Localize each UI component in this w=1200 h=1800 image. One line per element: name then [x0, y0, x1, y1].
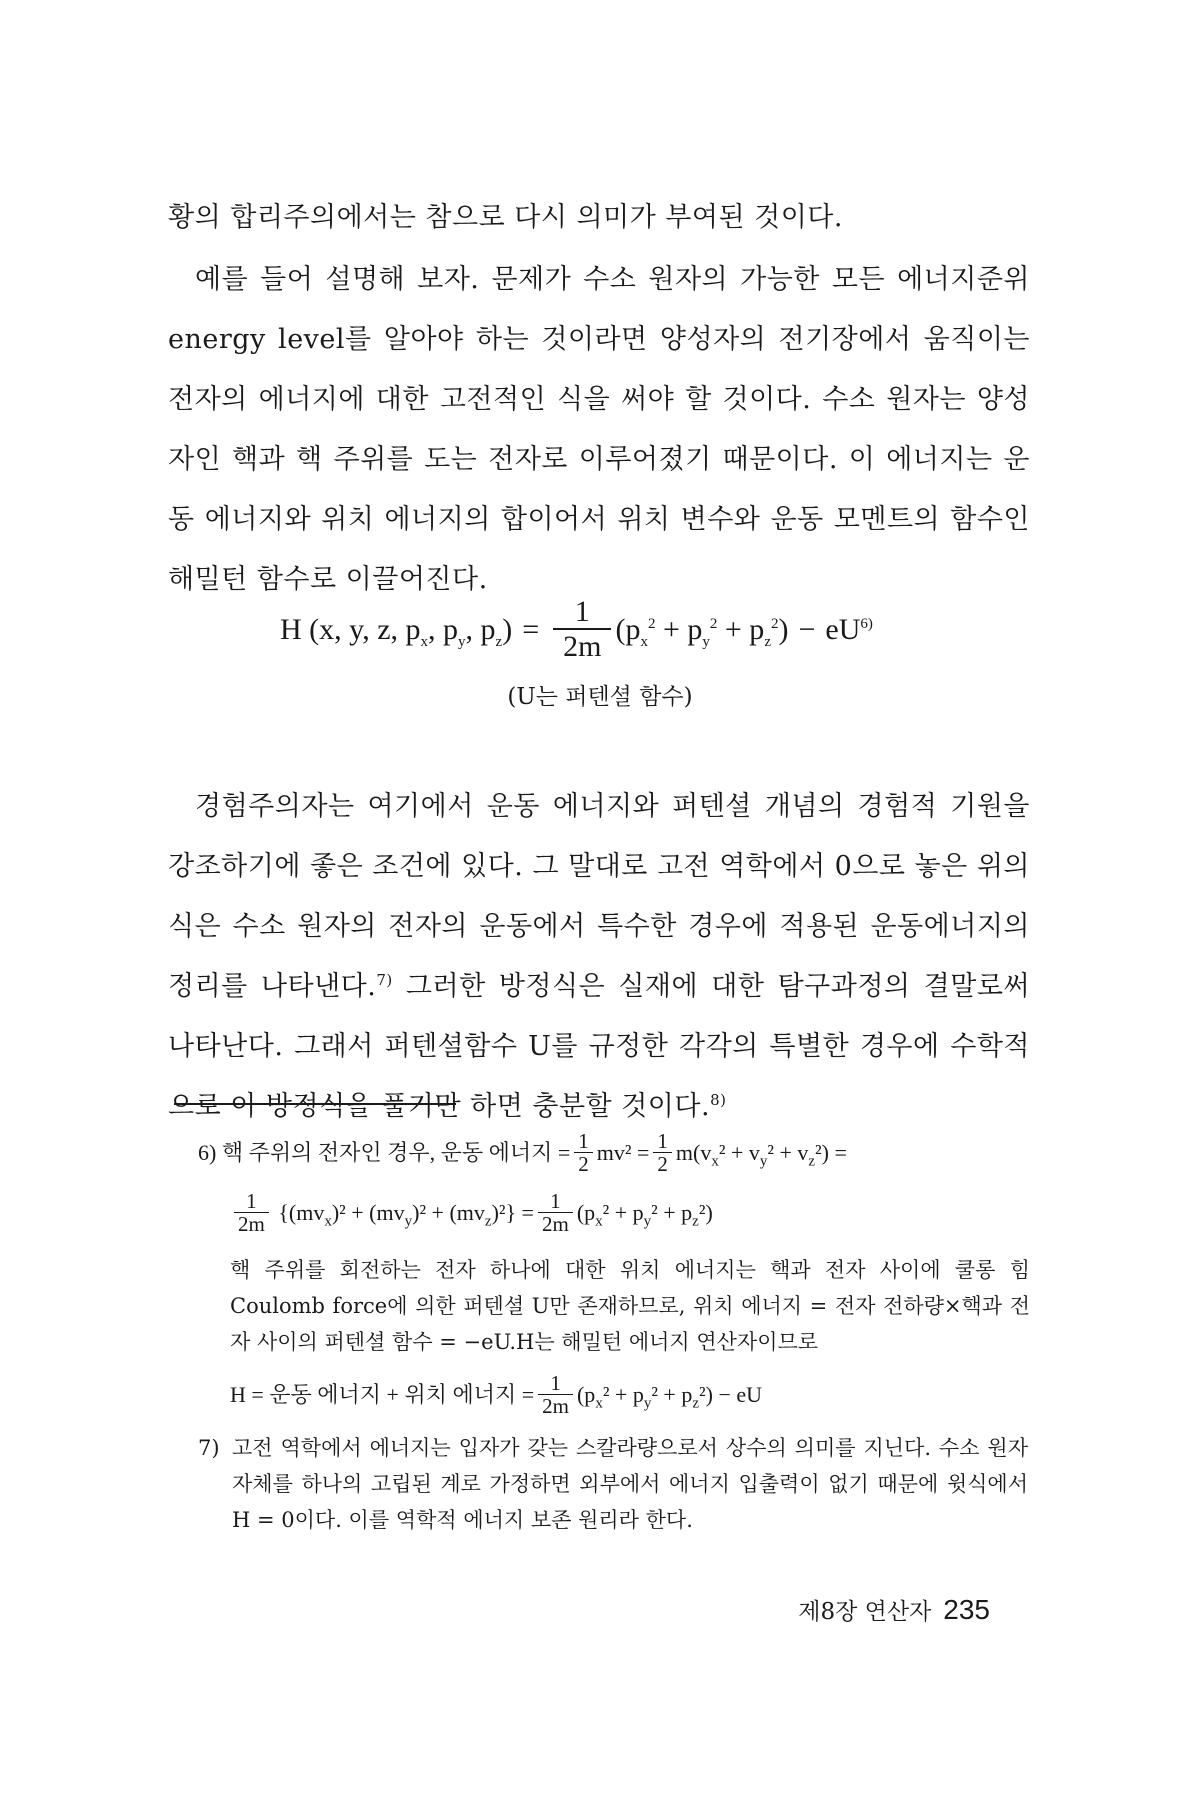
- footnote-6-line-2: $\frac{1}{2m}$ $\{(mv_x)^2 + (mv_y)^2 + (mv_z)^2\}$ = $\frac{1}{2m}$ $(p_x^2 + p_y^2 + p_z^2)$: [230, 1190, 1060, 1235]
- eq-lhs: H (x, y, z, $p_x$, $p_y$, $p_z$): [280, 613, 513, 650]
- footnote-divider: [174, 1103, 456, 1105]
- footnote-6-line-1: 6) 핵 주위의 전자인 경우, 운동 에너지 = $\frac{1}{2}$ mv² = $\frac{1}{2}$ $m(v_x^2 + v_y^2 + v_z^2)$ =: [198, 1129, 847, 1177]
- half-fraction-1: $\frac{1}{2}$: [574, 1130, 593, 1175]
- paragraph-2: 예를 들어 설명해 보자. 문제가 수소 원자의 가능한 모든 에너지준위 energy level를 알아야 하는 것이라면 양성자의 전기장에서 움직이는 전자의 에너지에 대한 고전적인 식을 써야 할 것이다. 수소 원자는 양성자인 핵과 핵 주위를 도는 전자로 이루어졌기 때문이다. 이 에너지는 운동 에너지와 위치 에너지의 합이어서 위치 변수와 운동 모멘트의 함수인 해밀턴 함수로 이끌어진다.: [168, 264, 1030, 595]
- footnote-7-number: 7): [198, 1436, 220, 1460]
- footnote-7-text: 고전 역학에서 에너지는 입자가 갖는 스칼라량으로서 상수의 의미를 지닌다. 수소 원자 자체를 하나의 고립된 계로 가정하면 외부에서 에너지 입출력이 없기 때문에 윗식에서 H = 0이다. 이를 역학적 에너지 보존 원리라 한다.: [232, 1436, 1028, 1532]
- footnote-ref-7[interactable]: 7): [376, 971, 393, 989]
- hamiltonian-equation: [280, 590, 873, 670]
- eq-momentum-sum: $(p_x^2 + p_y^2 + p_z^2)$: [615, 613, 789, 650]
- page-number: 235: [943, 1594, 990, 1625]
- paragraph-3: 경험주의자는 여기에서 운동 에너지와 퍼텐셜 개념의 경험적 기원을 강조하기에 좋은 조건에 있다. 그 말대로 고전 역학에서 0으로 놓은 위의 식은 수소 원자의 전자의 운동에서 특수한 경우에 적용된 운동에너지의 정리를 나타낸다.$^{7)}$ 그러한 방정식은 실재에 대한 탐구과정의 결말로써 나타난다. 그래서 퍼텐셜함수 U를 규정한 각각의 특별한 경우에 수학적으로 이 방정식을 풀기만 하면 충분할 것이다.$^{8)}$: [168, 791, 1030, 1122]
- inv-2m-fraction-3: $\frac{1}{2m}$: [538, 1372, 573, 1417]
- half-fraction-2: $\frac{1}{2}$: [653, 1130, 672, 1175]
- inv-2m-fraction-1: $\frac{1}{2m}$: [234, 1190, 269, 1235]
- eq-fraction: $\frac{1}{2m}$: [553, 595, 611, 665]
- eq-minus: −: [798, 613, 816, 646]
- paragraph-1: 황의 합리주의에서는 참으로 다시 의미가 부여된 것이다.: [168, 202, 843, 233]
- page-footer: [790, 1593, 990, 1626]
- chapter-title: 제8장 연산자: [798, 1599, 932, 1625]
- footnote-ref-6[interactable]: 6): [860, 616, 873, 632]
- footnote-6-formula: H = 운동 에너지 + 위치 에너지 = $\frac{1}{2m}$ $(p_x^2 + p_y^2 + p_z^2)$ − eU: [230, 1371, 763, 1419]
- footnote-6-body: 핵 주위를 회전하는 전자 하나에 대한 위치 에너지는 핵과 전자 사이에 쿨롱 힘 Coulomb force에 의한 퍼텐셜 U만 존재하므로, 위치 에너지 = 전자 전하량×핵과 전자 사이의 퍼텐셜 함수 = −eU.H는 해밀턴 에너지 연산자이므로: [230, 1258, 1030, 1354]
- eq-potential: $eU^{6)}$: [825, 613, 873, 646]
- eq-equals: =: [522, 613, 540, 646]
- inv-2m-fraction-2: $\frac{1}{2m}$: [538, 1190, 573, 1235]
- footnote-7: [198, 1430, 1028, 1538]
- footnote-ref-8[interactable]: 8): [710, 1091, 727, 1109]
- equation-caption: (U는 퍼텐셜 함수): [507, 684, 693, 710]
